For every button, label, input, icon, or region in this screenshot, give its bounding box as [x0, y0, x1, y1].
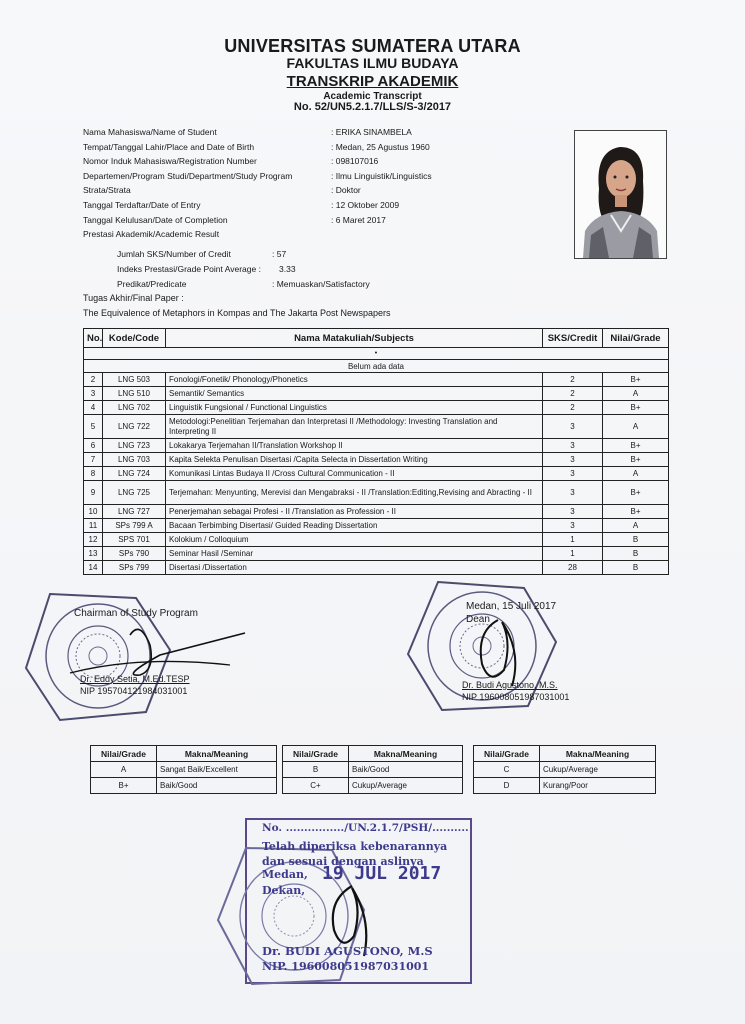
final-paper-title: The Equivalence of Metaphors in Kompas and The Jakarta Post Newspapers	[83, 308, 391, 318]
course-credit-cell: 3	[543, 505, 603, 519]
legend-grade-header: Nilai/Grade	[283, 746, 349, 762]
course-code-cell: LNG 702	[103, 401, 166, 415]
col-grade-header: Nilai/Grade	[603, 329, 669, 348]
left-signer-title: Chairman of Study Program	[74, 608, 198, 619]
col-code-header: Kode/Code	[103, 329, 166, 348]
course-grade-cell: B	[603, 533, 669, 547]
course-subject-cell: Fonologi/Fonetik/ Phonology/Phonetics	[166, 373, 543, 387]
course-credit-cell: 3	[543, 415, 603, 439]
legend-meaning-header: Makna/Meaning	[349, 746, 463, 762]
legend-grade: D	[474, 778, 540, 794]
student-name-row	[83, 127, 563, 142]
table-row	[84, 401, 669, 415]
result-row	[83, 229, 563, 244]
result-label: Prestasi Akademik/Academic Result	[83, 229, 220, 240]
document-title: TRANSKRIP AKADEMIK	[286, 73, 459, 90]
table-row	[84, 561, 669, 575]
course-grade-cell: B	[603, 561, 669, 575]
entry-row	[83, 200, 563, 215]
grade-legend-table-2	[282, 745, 463, 794]
col-credit-header: SKS/Credit	[543, 329, 603, 348]
right-signer-place-date: Medan, 15 Juli 2017	[466, 601, 557, 612]
student-name-label: Nama Mahasiswa/Name of Student	[83, 127, 217, 137]
birth-row	[83, 142, 563, 157]
legend-grade: B+	[91, 778, 157, 794]
legend-grade: B	[283, 762, 349, 778]
document-number: No. 52/UN5.2.1.7/LLS/S-3/2017	[293, 101, 452, 113]
course-code-cell: LNG 703	[103, 453, 166, 467]
row-number-cell: 7	[84, 453, 103, 467]
table-row	[84, 415, 669, 439]
regno-value: : 098107016	[331, 156, 379, 167]
course-credit-cell: 3	[543, 519, 603, 533]
regno-row	[83, 156, 563, 171]
course-code-cell: LNG 727	[103, 505, 166, 519]
course-code-cell: SPs 790	[103, 547, 166, 561]
legend-grade: A	[91, 762, 157, 778]
course-credit-cell: 3	[543, 439, 603, 453]
course-subject-cell: Disertasi /Dissertation	[166, 561, 543, 575]
course-grade-cell: A	[603, 387, 669, 401]
row-number-cell: 10	[84, 505, 103, 519]
legalization-date: 19 JUL 2017	[322, 863, 442, 884]
no-data-cell: Belum ada data	[84, 360, 669, 373]
legend-meaning: Cukup/Average	[540, 762, 656, 778]
final-paper-label: Tugas Akhir/Final Paper :	[83, 293, 184, 303]
left-signer-nip: NIP 195704121984031001	[80, 686, 188, 696]
table-row	[84, 453, 669, 467]
table-row	[84, 387, 669, 401]
row-number-cell: 12	[84, 533, 103, 547]
strata-value: : Doktor	[331, 185, 361, 196]
legalization-dean: Dekan,	[262, 884, 306, 897]
faculty-name: FAKULTAS ILMU BUDAYA	[286, 55, 459, 71]
course-grade-cell: B+	[603, 439, 669, 453]
legalization-line-2: dan sesuai dengan aslinya	[262, 855, 424, 868]
table-row	[84, 439, 669, 453]
grade-legend-table-3	[473, 745, 656, 794]
legend-grade-header: Nilai/Grade	[91, 746, 157, 762]
course-grade-cell: B	[603, 547, 669, 561]
course-credit-cell: 1	[543, 547, 603, 561]
bullet-row	[84, 348, 669, 360]
course-code-cell: SPs 799	[103, 561, 166, 575]
right-signer-title: Dean	[466, 614, 490, 625]
legend-meaning: Baik/Good	[349, 762, 463, 778]
course-subject-cell: Bacaan Terbimbing Disertasi/ Guided Reading Dissertation	[166, 519, 543, 533]
course-grade-cell: A	[603, 415, 669, 439]
course-grade-cell: B+	[603, 481, 669, 505]
course-code-cell: LNG 725	[103, 481, 166, 505]
course-subject-cell: Kolokium / Colloquium	[166, 533, 543, 547]
course-subject-cell: Kapita Selekta Penulisan Disertasi /Capita Selecta in Dissertation Writing	[166, 453, 543, 467]
legalization-name: Dr. BUDI AGUSTONO, M.S	[262, 944, 433, 958]
predicate-label: Predikat/Predicate	[117, 279, 187, 289]
grade-legend-table-1	[90, 745, 277, 794]
legend-grade-header: Nilai/Grade	[474, 746, 540, 762]
course-credit-cell: 28	[543, 561, 603, 575]
legalization-line-1: Telah diperiksa kebenarannya	[262, 840, 448, 853]
row-number-cell: 4	[84, 401, 103, 415]
course-grade-cell: B+	[603, 453, 669, 467]
predicate-value: : Memuaskan/Satisfactory	[272, 279, 370, 289]
courses-table	[83, 328, 669, 575]
table-row	[84, 467, 669, 481]
legend-meaning: Baik/Good	[157, 778, 277, 794]
gpa-label: Indeks Prestasi/Grade Point Average :	[117, 264, 261, 274]
course-code-cell: LNG 503	[103, 373, 166, 387]
legend-grade: C	[474, 762, 540, 778]
course-code-cell: SPs 799 A	[103, 519, 166, 533]
student-name-value: : ERIKA SINAMBELA	[331, 127, 412, 137]
regno-label: Nomor Induk Mahasiswa/Registration Number	[83, 156, 257, 167]
col-subject-header: Nama Matakuliah/Subjects	[166, 329, 543, 348]
legend-meaning-header: Makna/Meaning	[540, 746, 656, 762]
gpa-value: 3.33	[279, 264, 296, 274]
course-credit-cell: 3	[543, 453, 603, 467]
entry-value: : 12 Oktober 2009	[331, 199, 400, 210]
course-credit-cell: 3	[543, 467, 603, 481]
course-subject-cell: Komunikasi Lintas Budaya II /Cross Cultural Communication - II	[166, 467, 543, 481]
credits-value: : 57	[272, 249, 287, 259]
courses-body	[84, 348, 669, 575]
course-subject-cell: Semantik/ Semantics	[166, 387, 543, 401]
course-subject-cell: Metodologi:Penelitian Terjemahan dan Interpretasi II /Methodology: Investing Translation and Interpreting II	[166, 415, 543, 439]
student-photo	[574, 130, 667, 259]
table-row	[84, 519, 669, 533]
course-code-cell: LNG 724	[103, 467, 166, 481]
course-code-cell: LNG 722	[103, 415, 166, 439]
entry-label: Tanggal Terdaftar/Date of Entry	[83, 199, 201, 210]
person-portrait-icon	[575, 131, 666, 258]
legend-meaning: Sangat Baik/Excellent	[157, 762, 277, 778]
course-credit-cell: 2	[543, 401, 603, 415]
credits-label: Jumlah SKS/Number of Credit	[117, 249, 231, 259]
table-row	[84, 373, 669, 387]
right-signer-name: Dr. Budi Agustono, M.S.	[462, 680, 558, 690]
department-label: Departemen/Program Studi/Department/Study Program	[83, 170, 293, 181]
department-value: : Ilmu Linguistik/Linguistics	[331, 170, 432, 181]
course-grade-cell: B+	[603, 505, 669, 519]
department-row	[83, 171, 563, 186]
bullet-cell: •	[84, 348, 669, 360]
course-code-cell: LNG 723	[103, 439, 166, 453]
course-credit-cell: 2	[543, 373, 603, 387]
course-grade-cell: A	[603, 519, 669, 533]
course-grade-cell: B+	[603, 401, 669, 415]
courses-header-row	[84, 329, 669, 348]
document-subtitle: Academic Transcript	[323, 91, 422, 102]
right-signer-nip: NIP 196008051987031001	[462, 692, 570, 702]
row-number-cell: 13	[84, 547, 103, 561]
course-credit-cell: 1	[543, 533, 603, 547]
no-data-row	[84, 360, 669, 373]
legalization-place: Medan,	[262, 868, 308, 881]
legalization-number: No. ................/UN.2.1.7/PSH/..........	[262, 822, 469, 834]
completion-row	[83, 215, 563, 230]
row-number-cell: 9	[84, 481, 103, 505]
col-no-header: No.	[84, 329, 103, 348]
student-info	[83, 127, 563, 244]
course-grade-cell: A	[603, 467, 669, 481]
table-row	[84, 481, 669, 505]
legend-meaning-header: Makna/Meaning	[157, 746, 277, 762]
row-number-cell: 8	[84, 467, 103, 481]
row-number-cell: 6	[84, 439, 103, 453]
legalization-nip: NIP. 196008051987031001	[262, 960, 430, 973]
course-subject-cell: Lokakarya Terjemahan II/Translation Workshop II	[166, 439, 543, 453]
university-name: UNIVERSITAS SUMATERA UTARA	[224, 36, 521, 56]
table-row	[84, 533, 669, 547]
birth-label: Tempat/Tanggal Lahir/Place and Date of Birth	[83, 141, 255, 152]
course-subject-cell: Penerjemahan sebagai Profesi - II /Translation as Profession - II	[166, 505, 543, 519]
course-credit-cell: 3	[543, 481, 603, 505]
course-grade-cell: B+	[603, 373, 669, 387]
table-row	[84, 547, 669, 561]
course-credit-cell: 2	[543, 387, 603, 401]
course-code-cell: LNG 510	[103, 387, 166, 401]
table-row	[84, 505, 669, 519]
completion-label: Tanggal Kelulusan/Date of Completion	[83, 214, 228, 225]
strata-label: Strata/Strata	[83, 185, 131, 196]
left-signer-name: Dr. Eddy Setia, M.Ed.TESP	[80, 674, 190, 684]
birth-value: : Medan, 25 Agustus 1960	[331, 141, 430, 152]
completion-value: : 6 Maret 2017	[331, 214, 386, 225]
course-code-cell: SPS 701	[103, 533, 166, 547]
legend-grade: C+	[283, 778, 349, 794]
row-number-cell: 14	[84, 561, 103, 575]
legend-meaning: Kurang/Poor	[540, 778, 656, 794]
course-subject-cell: Terjemahan: Menyunting, Merevisi dan Mengabraksi - II /Translation:Editing,Revising and Abracting - II	[166, 481, 543, 505]
course-subject-cell: Seminar Hasil /Seminar	[166, 547, 543, 561]
row-number-cell: 5	[84, 415, 103, 439]
strata-row	[83, 185, 563, 200]
legend-meaning: Cukup/Average	[349, 778, 463, 794]
row-number-cell: 2	[84, 373, 103, 387]
row-number-cell: 11	[84, 519, 103, 533]
row-number-cell: 3	[84, 387, 103, 401]
course-subject-cell: Linguistik Fungsional / Functional Linguistics	[166, 401, 543, 415]
